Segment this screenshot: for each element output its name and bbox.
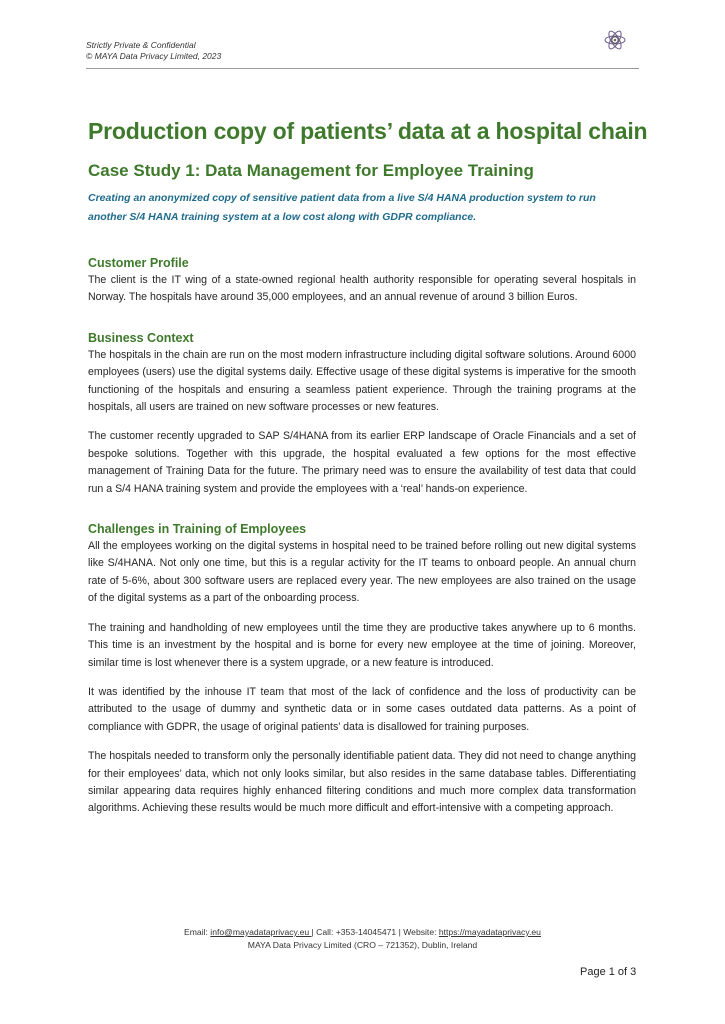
section-heading: Challenges in Training of Employees xyxy=(88,522,307,537)
paragraph: The training and handholding of new employees until the time they are productive takes anywhere up to 6 months. This time is an investment by the hospital and is borne for every new employee at the time of joining. Moreover, similar time is lost whenever there is a system upgrade, or a new feature is introduced. xyxy=(88,621,636,669)
section-heading: Business Context xyxy=(88,330,194,345)
page-header xyxy=(86,40,639,69)
paragraph: The hospitals needed to transform only the personally identifiable patient data. They did not need to change anything for their employees’ data, which not only looks similar, but also resides in the same database tables. Differentiating similar appearing data requires highly enhanced filtering conditions and much more complex data transformation algorithms. Achieving these results would be much more difficult and effort-intensive with a competing approach. xyxy=(88,750,636,815)
page-footer xyxy=(0,926,725,952)
document-body xyxy=(88,254,636,840)
page-number: Page 1 of 3 xyxy=(580,966,637,978)
document-title: Production copy of patients’ data at a hospital chain xyxy=(88,118,648,144)
atom-logo-icon xyxy=(603,28,627,52)
case-study-subtitle: Case Study 1: Data Management for Employee Training xyxy=(88,161,534,180)
lead-summary: Creating an anonymized copy of sensitive patient data from a live S/4 HANA production system to run another S/4 HANA training system at a low cost along with GDPR compliance. xyxy=(88,192,596,223)
section-customer-profile xyxy=(88,254,636,307)
website-link[interactable]: https://mayadataprivacy.eu xyxy=(438,927,541,937)
paragraph: The client is the IT wing of a state-owned regional health authority responsible for operating several hospitals in Norway. The hospitals have around 35,000 employees, and an annual revenue of around 3 billion Euros. xyxy=(88,274,636,304)
paragraph: All the employees working on the digital systems in hospital need to be trained before rolling out new digital systems like S/4HANA. Not only one time, but this is a regular activity for the IT teams to onboard people. An annual churn rate of 5-6%, about 300 software users are replaced every year. The new employees are also trained on the usage of the digital systems as a part of the onboarding process. xyxy=(88,540,636,605)
section-challenges xyxy=(88,520,636,818)
email-label: Email: xyxy=(184,927,211,937)
paragraph: The hospitals in the chain are run on the most modern infrastructure including digital software solutions. Around 6000 employees (users) use the digital systems daily. Effective usage of these digital systems is imperative for the smooth functioning of the hospitals and ensuring a seamless patient experience. Through the training programs at the hospitals, all users are trained on new software processes or new features. xyxy=(88,348,636,414)
paragraph: The customer recently upgraded to SAP S/4HANA from its earlier ERP landscape of Oracle Financials and a set of bespoke solutions. Together with this upgrade, the hospital evaluated a few options for the most effective management of Training Data for the future. The primary need was to ensure the availability of test data that could run a S/4 HANA training system and provide the employees with a ‘real’ hands-on experience. xyxy=(88,430,636,495)
footer-company-line: MAYA Data Privacy Limited (CRO – 721352), Dublin, Ireland xyxy=(247,940,478,950)
section-business-context xyxy=(88,329,636,498)
call-label: | Call: +353-14045471 | Website: xyxy=(311,927,439,937)
email-link[interactable]: info@mayadataprivacy.eu xyxy=(210,927,312,937)
confidentiality-notice: Strictly Private & Confidential xyxy=(86,40,196,50)
footer-contact-line xyxy=(0,926,725,939)
paragraph: It was identified by the inhouse IT team that most of the lack of confidence and the loss of productivity can be attributed to the usage of dummy and synthetic data or in some cases outdated data patterns. As a point of compliance with GDPR, the usage of original patients’ data is disallowed for training purposes. xyxy=(88,685,636,733)
section-heading: Customer Profile xyxy=(88,256,189,270)
copyright-notice: © MAYA Data Privacy Limited, 2023 xyxy=(86,51,222,61)
